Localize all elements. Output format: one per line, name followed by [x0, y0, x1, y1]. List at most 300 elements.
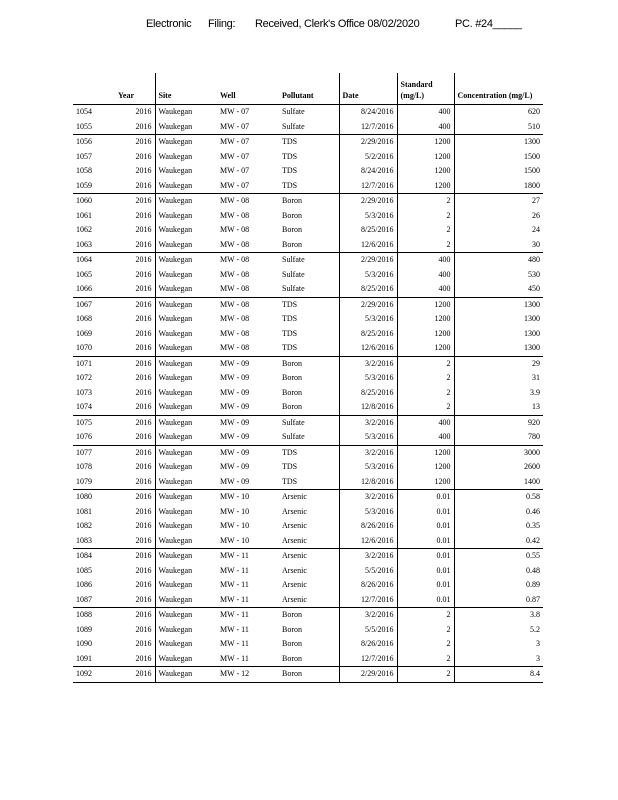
row-index-cell: 1086	[76, 580, 92, 589]
year-cell: 2016	[135, 269, 152, 279]
table-row	[73, 593, 543, 608]
monitoring-data-table	[73, 73, 543, 683]
pollutant-cell: TDS	[282, 180, 298, 190]
table-row	[73, 549, 543, 564]
well-cell: MW - 11	[220, 580, 249, 589]
concentration-cell: 27	[454, 194, 543, 209]
pollutant-cell: Boron	[282, 653, 302, 663]
row-index-cell: 1085	[76, 565, 92, 575]
table-row	[73, 179, 543, 194]
concentration-cell: 24	[454, 223, 543, 238]
well-cell: MW - 11	[220, 624, 249, 634]
concentration-cell: 30	[454, 238, 543, 253]
site-cell: Waukegan	[155, 282, 217, 297]
year-cell: 2016	[135, 210, 152, 220]
standard-cell: 0.01	[397, 490, 454, 505]
table-row	[73, 282, 543, 297]
well-cell: MW - 08	[220, 269, 250, 279]
year-cell: 2016	[115, 356, 155, 371]
date-cell: 12/6/2016	[339, 341, 397, 356]
year-cell: 2016	[135, 239, 152, 249]
site-cell: Waukegan	[155, 505, 217, 520]
pollutant-cell: Arsenic	[282, 580, 307, 589]
pollutant-cell: TDS	[282, 166, 298, 175]
date-cell: 5/3/2016	[339, 209, 397, 224]
well-cell: MW - 08	[217, 253, 279, 268]
pollutant-cell: Boron	[282, 624, 302, 634]
row-index-cell: 1089	[76, 624, 92, 634]
site-cell: Waukegan	[155, 593, 217, 608]
site-cell: Waukegan	[155, 297, 217, 312]
year-cell: 2016	[135, 284, 152, 293]
date-cell: 8/26/2016	[339, 578, 397, 593]
table-row	[73, 652, 543, 667]
year-cell: 2016	[135, 121, 152, 131]
row-index-cell: 1070	[76, 343, 92, 352]
table-header-row	[73, 73, 543, 105]
pollutant-cell: Sulfate	[282, 432, 305, 441]
standard-cell: 0.01	[397, 505, 454, 520]
row-index-cell: 1092	[73, 667, 115, 683]
date-cell: 5/3/2016	[339, 505, 397, 520]
standard-cell: 0.01	[397, 593, 454, 608]
site-cell: Waukegan	[155, 120, 217, 135]
year-cell: 2016	[135, 151, 152, 161]
row-index-cell: 1071	[73, 356, 115, 371]
date-cell: 5/3/2016	[339, 268, 397, 283]
table-row	[73, 105, 543, 120]
year-cell: 2016	[135, 180, 152, 190]
column-header-pollutant: Pollutant	[282, 91, 314, 100]
well-cell: MW - 10	[220, 535, 250, 545]
year-cell: 2016	[115, 667, 155, 683]
row-index-cell: 1065	[76, 269, 92, 279]
pollutant-cell: Boron	[282, 387, 302, 397]
well-cell: MW - 12	[217, 667, 279, 683]
site-cell: Waukegan	[155, 194, 217, 209]
pollutant-cell: TDS	[279, 445, 339, 460]
well-cell: MW - 08	[217, 297, 279, 312]
pollutant-cell: TDS	[282, 462, 298, 471]
date-cell: 12/8/2016	[339, 400, 397, 415]
row-index-cell: 1090	[76, 639, 92, 648]
well-cell: MW - 08	[220, 343, 250, 352]
concentration-cell: 26	[454, 209, 543, 224]
table-row	[73, 667, 543, 683]
concentration-cell: 1300	[454, 135, 543, 150]
standard-cell: 400	[397, 282, 454, 297]
pollutant-cell: TDS	[282, 343, 298, 352]
site-cell: Waukegan	[155, 475, 217, 490]
date-cell: 12/6/2016	[339, 534, 397, 549]
filing-header	[0, 18, 618, 36]
standard-cell: 1200	[397, 297, 454, 312]
date-cell: 12/7/2016	[339, 593, 397, 608]
date-cell: 5/5/2016	[339, 564, 397, 579]
table-row	[73, 312, 543, 327]
pollutant-cell: TDS	[282, 314, 298, 323]
table-row	[73, 623, 543, 638]
pollutant-cell: Boron	[279, 194, 339, 209]
table-row	[73, 578, 543, 593]
year-cell: 2016	[135, 387, 152, 397]
well-cell: MW - 09	[220, 432, 250, 441]
row-index-cell: 1061	[76, 210, 92, 220]
column-header-standard: Standard (mg/L)	[397, 73, 454, 105]
date-cell: 2/29/2016	[339, 253, 397, 268]
concentration-cell: 0.42	[454, 534, 543, 549]
table-row	[73, 327, 543, 342]
site-cell: Waukegan	[155, 549, 217, 564]
well-cell: MW - 11	[220, 565, 249, 575]
pollutant-cell: Sulfate	[279, 415, 339, 430]
site-cell: Waukegan	[155, 578, 217, 593]
well-cell: MW - 07	[217, 105, 279, 120]
well-cell: MW - 08	[220, 239, 250, 249]
concentration-cell: 450	[454, 282, 543, 297]
column-header-year: Year	[118, 91, 134, 100]
table-row	[73, 519, 543, 534]
row-index-cell: 1082	[76, 521, 92, 530]
standard-cell: 1200	[397, 164, 454, 179]
well-cell: MW - 09	[220, 373, 250, 382]
table-row	[73, 297, 543, 312]
year-cell: 2016	[135, 639, 152, 648]
column-header-date: Date	[339, 73, 397, 105]
year-cell: 2016	[135, 462, 152, 471]
standard-cell: 2	[397, 371, 454, 386]
standard-cell: 1200	[397, 460, 454, 475]
site-cell: Waukegan	[155, 356, 217, 371]
row-index-cell: 1059	[76, 180, 92, 190]
standard-cell: 2	[397, 238, 454, 253]
well-cell: MW - 07	[217, 135, 279, 150]
concentration-cell: 31	[454, 371, 543, 386]
concentration-cell: 0.35	[454, 519, 543, 534]
table-row	[73, 135, 543, 150]
standard-cell: 0.01	[397, 519, 454, 534]
row-index-cell: 1080	[73, 490, 115, 505]
well-cell: MW - 08	[220, 328, 250, 338]
concentration-cell: 29	[454, 356, 543, 371]
table-row	[73, 120, 543, 135]
site-cell: Waukegan	[155, 150, 217, 165]
standard-cell: 2	[397, 667, 454, 683]
pollutant-cell: Boron	[279, 356, 339, 371]
table-row	[73, 209, 543, 224]
table-row	[73, 505, 543, 520]
pollutant-cell: Arsenic	[279, 549, 339, 564]
site-cell: Waukegan	[155, 490, 217, 505]
site-cell: Waukegan	[155, 637, 217, 652]
site-cell: Waukegan	[155, 209, 217, 224]
row-index-cell: 1062	[76, 225, 92, 234]
site-cell: Waukegan	[155, 667, 217, 683]
pollutant-cell: Boron	[279, 667, 339, 683]
table-row	[73, 194, 543, 209]
site-cell: Waukegan	[155, 430, 217, 445]
row-index-cell: 1077	[73, 445, 115, 460]
standard-cell: 1200	[397, 341, 454, 356]
year-cell: 2016	[135, 432, 152, 441]
concentration-cell: 2600	[454, 460, 543, 475]
date-cell: 8/24/2016	[339, 164, 397, 179]
standard-cell: 400	[397, 120, 454, 135]
standard-cell: 1200	[397, 475, 454, 490]
year-cell: 2016	[135, 402, 152, 411]
pollutant-cell: TDS	[279, 297, 339, 312]
site-cell: Waukegan	[155, 623, 217, 638]
concentration-cell: 3.9	[454, 386, 543, 401]
table-row	[73, 356, 543, 371]
row-index-cell: 1056	[73, 135, 115, 150]
year-cell: 2016	[135, 506, 152, 516]
row-index-cell: 1057	[76, 151, 92, 161]
row-index-cell: 1075	[73, 415, 115, 430]
year-cell: 2016	[115, 253, 155, 268]
year-cell: 2016	[115, 415, 155, 430]
site-cell: Waukegan	[155, 223, 217, 238]
filing-header-part-4: PC. #24_____	[455, 18, 522, 30]
site-cell: Waukegan	[155, 386, 217, 401]
well-cell: MW - 09	[217, 356, 279, 371]
row-index-cell: 1060	[73, 194, 115, 209]
date-cell: 8/25/2016	[339, 386, 397, 401]
well-cell: MW - 07	[220, 151, 250, 161]
well-cell: MW - 07	[220, 166, 250, 175]
date-cell: 5/3/2016	[339, 460, 397, 475]
table-row	[73, 223, 543, 238]
pollutant-cell: TDS	[282, 151, 298, 161]
row-index-cell: 1063	[76, 239, 92, 249]
concentration-cell: 1300	[454, 297, 543, 312]
pollutant-cell: Sulfate	[282, 121, 305, 131]
table-row	[73, 430, 543, 445]
pollutant-cell: TDS	[282, 476, 298, 486]
site-cell: Waukegan	[155, 445, 217, 460]
concentration-cell: 510	[454, 120, 543, 135]
pollutant-cell: Arsenic	[279, 490, 339, 505]
date-cell: 8/25/2016	[339, 282, 397, 297]
well-cell: MW - 11	[220, 653, 249, 663]
table-row	[73, 371, 543, 386]
site-cell: Waukegan	[155, 253, 217, 268]
site-cell: Waukegan	[155, 415, 217, 430]
column-header-concentration: Concentration (mg/L)	[454, 73, 543, 105]
year-cell: 2016	[135, 565, 152, 575]
standard-cell: 400	[397, 415, 454, 430]
concentration-cell: 1500	[454, 164, 543, 179]
standard-cell: 1200	[397, 150, 454, 165]
table-row	[73, 238, 543, 253]
table-row	[73, 400, 543, 415]
date-cell: 12/7/2016	[339, 120, 397, 135]
pollutant-cell: Arsenic	[282, 594, 307, 604]
site-cell: Waukegan	[155, 564, 217, 579]
filing-header-part-1: Electronic	[146, 18, 192, 30]
well-cell: MW - 08	[220, 225, 250, 234]
concentration-cell: 480	[454, 253, 543, 268]
concentration-cell: 3	[454, 637, 543, 652]
pollutant-cell: Boron	[282, 225, 302, 234]
site-cell: Waukegan	[155, 608, 217, 623]
year-cell: 2016	[135, 624, 152, 634]
table-row	[73, 150, 543, 165]
well-cell: MW - 11	[217, 608, 279, 623]
row-index-cell: 1067	[73, 297, 115, 312]
well-cell: MW - 11	[217, 549, 279, 564]
year-cell: 2016	[135, 225, 152, 234]
pollutant-cell: Boron	[282, 639, 302, 648]
year-cell: 2016	[135, 653, 152, 663]
pollutant-cell: Boron	[282, 210, 302, 220]
date-cell: 5/3/2016	[339, 312, 397, 327]
pollutant-cell: Boron	[279, 608, 339, 623]
well-cell: MW - 09	[220, 476, 250, 486]
table-row	[73, 475, 543, 490]
date-cell: 3/2/2016	[339, 608, 397, 623]
table-row	[73, 564, 543, 579]
concentration-cell: 1300	[454, 327, 543, 342]
standard-cell: 1200	[397, 445, 454, 460]
row-index-cell: 1064	[73, 253, 115, 268]
concentration-cell: 0.87	[454, 593, 543, 608]
year-cell: 2016	[115, 194, 155, 209]
standard-cell: 2	[397, 637, 454, 652]
well-cell: MW - 07	[220, 180, 250, 190]
row-index-cell: 1055	[76, 121, 92, 131]
row-index-cell: 1088	[73, 608, 115, 623]
concentration-cell: 3	[454, 652, 543, 667]
standard-cell: 400	[397, 105, 454, 120]
standard-cell: 2	[397, 608, 454, 623]
row-index-cell: 1083	[76, 535, 92, 545]
row-index-cell: 1081	[76, 506, 92, 516]
well-cell: MW - 09	[220, 387, 250, 397]
date-cell: 2/29/2016	[339, 135, 397, 150]
well-cell: MW - 09	[217, 415, 279, 430]
filing-header-part-2: Filing:	[208, 18, 236, 30]
year-cell: 2016	[135, 314, 152, 323]
year-cell: 2016	[135, 535, 152, 545]
concentration-cell: 3000	[454, 445, 543, 460]
year-cell: 2016	[135, 580, 152, 589]
concentration-cell: 1400	[454, 475, 543, 490]
column-header-index	[73, 73, 115, 105]
standard-cell: 400	[397, 430, 454, 445]
table-row	[73, 637, 543, 652]
standard-cell: 1200	[397, 135, 454, 150]
site-cell: Waukegan	[155, 238, 217, 253]
table-row	[73, 341, 543, 356]
row-index-cell: 1072	[76, 373, 92, 382]
date-cell: 8/25/2016	[339, 223, 397, 238]
year-cell: 2016	[135, 594, 152, 604]
standard-cell: 400	[397, 268, 454, 283]
site-cell: Waukegan	[155, 179, 217, 194]
pollutant-cell: Sulfate	[282, 269, 305, 279]
table-row	[73, 490, 543, 505]
row-index-cell: 1079	[76, 476, 92, 486]
standard-cell: 0.01	[397, 549, 454, 564]
date-cell: 3/2/2016	[339, 445, 397, 460]
date-cell: 12/7/2016	[339, 652, 397, 667]
well-cell: MW - 09	[220, 402, 250, 411]
date-cell: 2/29/2016	[339, 194, 397, 209]
table-row	[73, 445, 543, 460]
date-cell: 3/2/2016	[339, 490, 397, 505]
well-cell: MW - 10	[217, 490, 279, 505]
row-index-cell: 1073	[76, 387, 92, 397]
year-cell: 2016	[115, 608, 155, 623]
well-cell: MW - 08	[217, 194, 279, 209]
table-row	[73, 608, 543, 623]
site-cell: Waukegan	[155, 400, 217, 415]
standard-cell: 2	[397, 209, 454, 224]
year-cell: 2016	[135, 373, 152, 382]
standard-cell: 2	[397, 623, 454, 638]
concentration-cell: 3.8	[454, 608, 543, 623]
pollutant-cell: Arsenic	[282, 565, 307, 575]
row-index-cell: 1074	[76, 402, 92, 411]
date-cell: 2/29/2016	[339, 297, 397, 312]
date-cell: 8/24/2016	[339, 105, 397, 120]
date-cell: 3/2/2016	[339, 356, 397, 371]
column-header-site: Site	[155, 73, 217, 105]
row-index-cell: 1066	[76, 284, 92, 293]
row-index-cell: 1058	[76, 166, 92, 175]
pollutant-cell: Sulfate	[279, 253, 339, 268]
concentration-cell: 780	[454, 430, 543, 445]
site-cell: Waukegan	[155, 534, 217, 549]
year-cell: 2016	[135, 476, 152, 486]
date-cell: 8/26/2016	[339, 637, 397, 652]
concentration-cell: 1500	[454, 150, 543, 165]
row-index-cell: 1078	[76, 462, 92, 471]
table-row	[73, 534, 543, 549]
concentration-cell: 0.89	[454, 578, 543, 593]
site-cell: Waukegan	[155, 135, 217, 150]
date-cell: 3/2/2016	[339, 549, 397, 564]
site-cell: Waukegan	[155, 460, 217, 475]
standard-cell: 2	[397, 223, 454, 238]
year-cell: 2016	[135, 328, 152, 338]
standard-cell: 1200	[397, 312, 454, 327]
row-index-cell: 1084	[73, 549, 115, 564]
date-cell: 5/3/2016	[339, 371, 397, 386]
date-cell: 5/5/2016	[339, 623, 397, 638]
well-cell: MW - 10	[220, 506, 250, 516]
row-index-cell: 1069	[76, 328, 92, 338]
concentration-cell: 920	[454, 415, 543, 430]
well-cell: MW - 11	[220, 639, 249, 648]
year-cell: 2016	[115, 297, 155, 312]
site-cell: Waukegan	[155, 327, 217, 342]
site-cell: Waukegan	[155, 652, 217, 667]
well-cell: MW - 08	[220, 284, 250, 293]
site-cell: Waukegan	[155, 519, 217, 534]
concentration-cell: 1300	[454, 312, 543, 327]
date-cell: 12/6/2016	[339, 238, 397, 253]
pollutant-cell: Sulfate	[282, 284, 305, 293]
standard-cell: 0.01	[397, 564, 454, 579]
pollutant-cell: TDS	[279, 135, 339, 150]
concentration-cell: 0.48	[454, 564, 543, 579]
year-cell: 2016	[115, 549, 155, 564]
year-cell: 2016	[135, 521, 152, 530]
concentration-cell: 1300	[454, 341, 543, 356]
site-cell: Waukegan	[155, 312, 217, 327]
